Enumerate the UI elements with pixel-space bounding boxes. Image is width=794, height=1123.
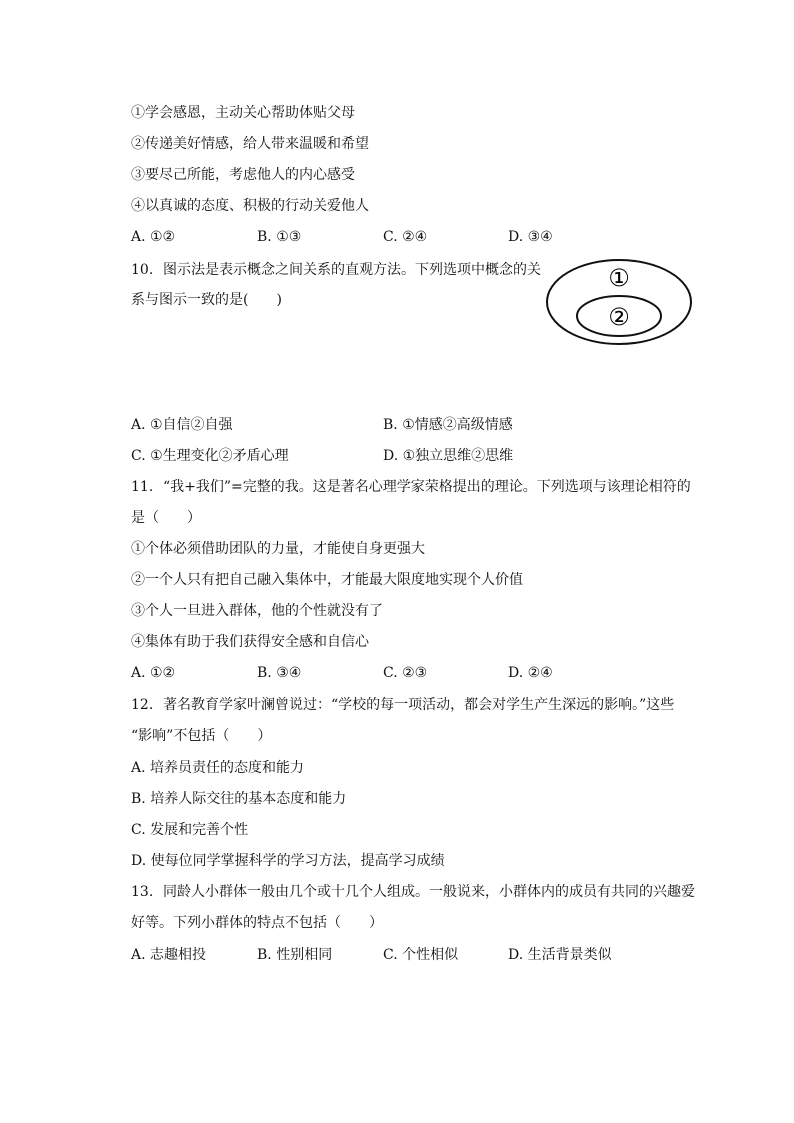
q11-option-c: C. ②③ xyxy=(383,665,428,681)
outer-label: ① xyxy=(608,264,630,292)
q13-option-c: C. 个性相似 xyxy=(383,947,459,963)
q10-option-b: B. ①情感②高级情感 xyxy=(383,417,513,433)
q11-statement-3: ③个人一旦进入群体，他的个性就没有了 xyxy=(131,603,383,619)
q10-option-c: C. ①生理变化②矛盾心理 xyxy=(131,448,289,464)
q12-option-a: A. 培养员责任的态度和能力 xyxy=(131,760,305,776)
q10-stem-line2: 系与图示一致的是( ) xyxy=(131,292,282,308)
q9-option-a: A. ①② xyxy=(131,229,176,245)
q11-option-b: B. ③④ xyxy=(257,665,302,681)
q12-stem-line2: “影响”不包括（ ） xyxy=(131,728,272,744)
q13-stem-line2: 好等。下列小群体的特点不包括（ ） xyxy=(131,915,383,931)
q11-number: 11. xyxy=(131,479,154,495)
q9-option-c: C. ②④ xyxy=(383,229,428,245)
q9-option-d: D. ③④ xyxy=(508,229,553,245)
q9-option-b: B. ①③ xyxy=(257,229,302,245)
q12-option-b: B. 培养人际交往的基本态度和能力 xyxy=(131,791,347,807)
q12-option-c: C. 发展和完善个性 xyxy=(131,822,249,838)
q13-option-a: A. 志趣相投 xyxy=(131,947,207,963)
q13-stem-text: 同龄人小群体一般由几个或十几个人组成。一般说来，小群体内的成员有共同的兴趣爱 xyxy=(163,884,695,900)
concept-diagram xyxy=(545,258,693,346)
q11-statement-2: ②一个人只有把自己融入集体中，才能最大限度地实现个人价值 xyxy=(131,572,523,588)
q11-option-d: D. ②④ xyxy=(508,665,553,681)
q10-number: 10. xyxy=(131,262,154,278)
q10-option-a: A. ①自信②自强 xyxy=(131,417,233,433)
q11-statement-1: ①个体必须借助团队的力量，才能使自身更强大 xyxy=(131,541,425,557)
q13-stem-line1 xyxy=(131,883,695,901)
q9-statement-1: ①学会感恩，主动关心帮助体贴父母 xyxy=(131,105,355,121)
q12-number: 12. xyxy=(131,697,154,713)
q9-statement-4: ④以真诚的态度、积极的行动关爱他人 xyxy=(131,198,369,214)
q12-stem-text: 著名教育学家叶澜曾说过：“学校的每一项活动，都会对学生产生深远的影响。”这些 xyxy=(163,697,675,713)
q12-stem-line1 xyxy=(131,696,674,714)
q10-option-d: D. ①独立思维②思维 xyxy=(383,448,514,464)
q11-stem-text: “我+我们”=完整的我。这是著名心理学家荣格提出的理论。下列选项与该理论相符的 xyxy=(163,479,691,495)
q10-stem-line1 xyxy=(131,261,541,279)
q13-option-b: B. 性别相同 xyxy=(257,947,333,963)
q9-statement-2: ②传递美好情感，给人带来温暖和希望 xyxy=(131,136,369,152)
q11-stem-line2: 是（ ） xyxy=(131,510,201,526)
q11-stem-line1 xyxy=(131,478,691,496)
q13-option-d: D. 生活背景类似 xyxy=(508,947,612,963)
q9-statement-3: ③要尽己所能，考虑他人的内心感受 xyxy=(131,167,355,183)
q11-statement-4: ④集体有助于我们获得安全感和自信心 xyxy=(131,634,369,650)
q12-option-d: D. 使每位同学掌握科学的学习方法，提高学习成绩 xyxy=(131,853,445,869)
q11-option-a: A. ①② xyxy=(131,665,176,681)
q13-number: 13. xyxy=(131,884,154,900)
inner-label: ② xyxy=(608,303,630,331)
q10-stem-text: 图示法是表示概念之间关系的直观方法。下列选项中概念的关 xyxy=(163,262,541,278)
